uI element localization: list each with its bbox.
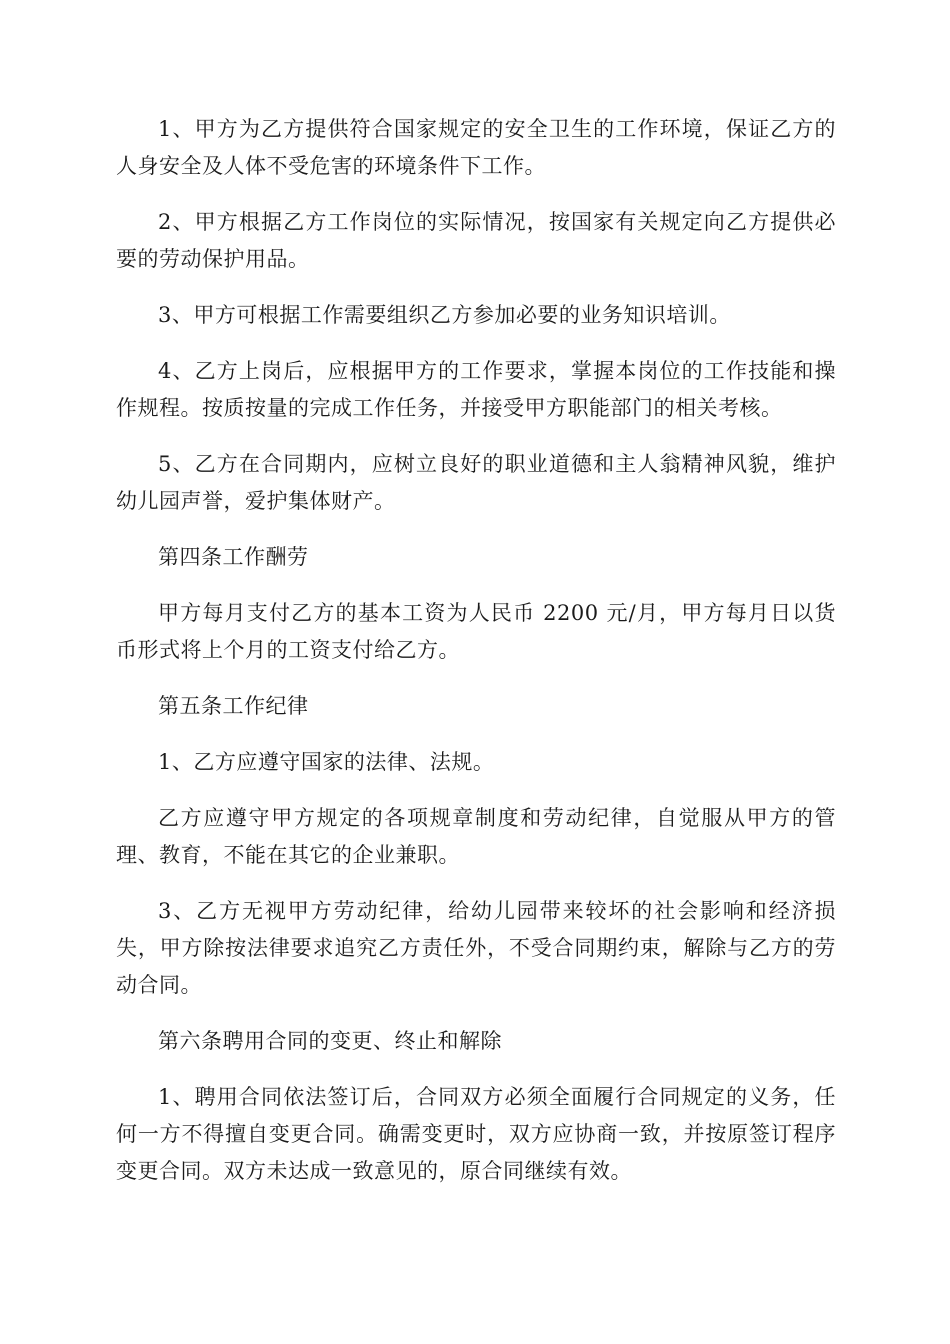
section-heading-article-6: 第六条聘用合同的变更、终止和解除 [158,1029,502,1053]
clause-paragraph-1: 1、甲方为乙方提供符合国家规定的安全卫生的工作环境，保证乙方的人身安全及人体不受危害的环境条件下工作。 [116,117,836,178]
clause-paragraph-5: 5、乙方在合同期内，应树立良好的职业道德和主人翁精神风貌，维护幼儿园声誉，爱护集体财产。 [116,452,836,513]
clause-paragraph-3: 3、甲方可根据工作需要组织乙方参加必要的业务知识培训。 [158,303,731,327]
section-heading-article-4: 第四条工作酬劳 [158,545,309,569]
section-heading-article-5: 第五条工作纪律 [158,694,309,718]
discipline-paragraph-1: 1、乙方应遵守国家的法律、法规。 [158,750,495,774]
salary-paragraph: 甲方每月支付乙方的基本工资为人民币 2200 元/月，甲方每月日以货币形式将上个月的工资支付给乙方。 [116,601,836,662]
clause-paragraph-4: 4、乙方上岗后，应根据甲方的工作要求，掌握本岗位的工作技能和操作规程。按质按量的完成工作任务，并接受甲方职能部门的相关考核。 [116,359,836,420]
contract-change-paragraph-1: 1、聘用合同依法签订后，合同双方必须全面履行合同规定的义务，任何一方不得擅自变更合同。确需变更时，双方应协商一致，并按原签订程序变更合同。双方未达成一致意见的，原合同继续有效。 [116,1085,836,1183]
clause-paragraph-2: 2、甲方根据乙方工作岗位的实际情况，按国家有关规定向乙方提供必要的劳动保护用品。 [116,210,836,271]
discipline-paragraph-2: 乙方应遵守甲方规定的各项规章制度和劳动纪律，自觉服从甲方的管理、教育，不能在其它的企业兼职。 [116,806,836,867]
discipline-paragraph-3: 3、乙方无视甲方劳动纪律，给幼儿园带来较坏的社会影响和经济损失，甲方除按法律要求追究乙方责任外，不受合同期约束，解除与乙方的劳动合同。 [116,899,836,997]
document-page [116,111,836,1209]
